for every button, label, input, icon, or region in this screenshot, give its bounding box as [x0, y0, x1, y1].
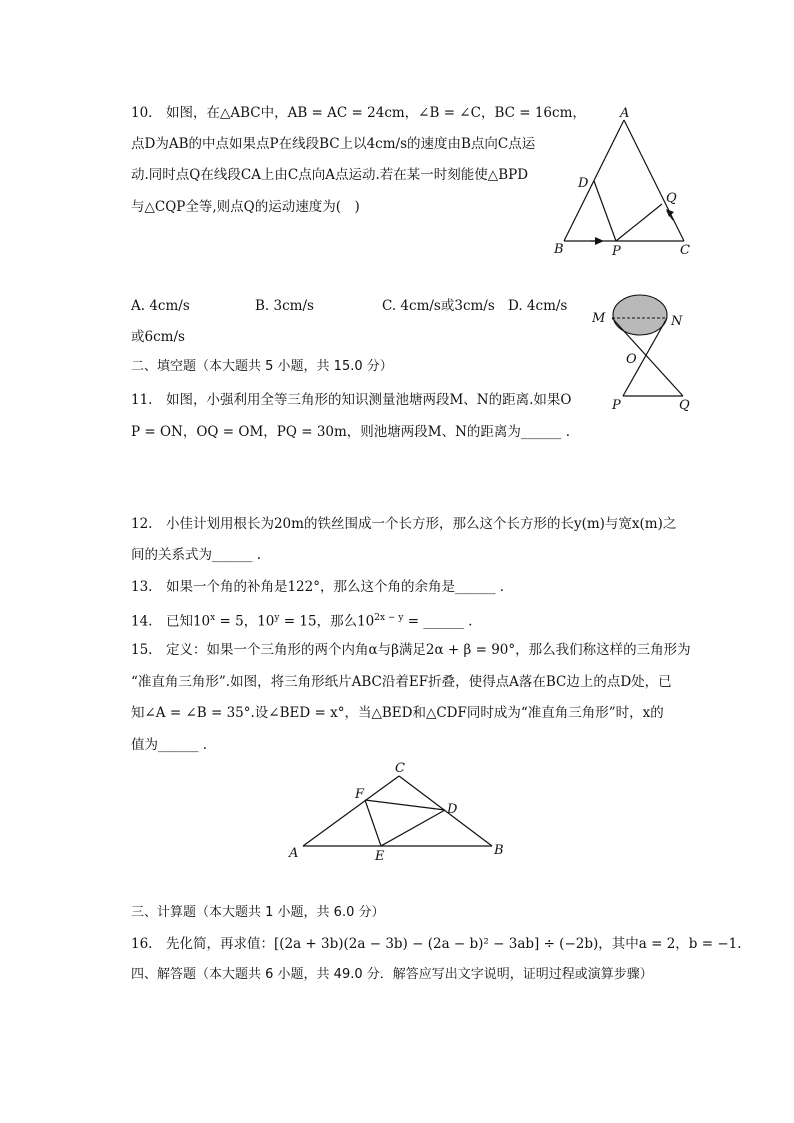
q10-label-b: B — [554, 242, 564, 257]
q15-label-c: C — [395, 761, 405, 776]
q10-arrow-bp-head — [595, 237, 604, 245]
q15-line-3: 知∠A = ∠B = 35°.设∠BED = x°，当△BED和△CDF同时成为“准直角三角形”时，x的 — [131, 705, 664, 721]
q11-label-m: M — [592, 311, 606, 326]
q10-label-q: Q — [666, 191, 677, 206]
q10-side-ab — [564, 120, 624, 241]
q12-line-1: 12. 小佳计划用根长为20m的铁丝围成一个长方形，那么这个长方形的长y(m)与宽x(m)之 — [131, 516, 677, 532]
q15-label-e: E — [375, 849, 385, 864]
q14-line-1 — [131, 609, 472, 631]
q10-label-d: D — [578, 176, 589, 191]
q14-exponent-2x-y: 2x − y — [374, 613, 404, 623]
q15-label-b: B — [494, 843, 504, 858]
q10-segment-dp — [594, 181, 616, 241]
q15-segment-ed — [381, 810, 445, 846]
q15-side-bc — [399, 776, 492, 846]
section-2-heading: 二、填空题（本大题共 5 小题，共 15.0 分） — [131, 359, 393, 374]
q13-line-1: 13. 如果一个角的补角是122°，那么这个角的余角是______ . — [131, 579, 505, 595]
q11-line-2: P = ON，OQ = OM，PQ = 30m，则池塘两段M、N的距离为______ . — [131, 424, 571, 440]
q10-option-d-continued: 或6cm/s — [131, 329, 185, 345]
q14-suffix: = ______ . — [403, 613, 473, 630]
q15-fold-line-ef — [365, 800, 381, 846]
q15-fold-figure — [285, 758, 515, 868]
q10-line-1: 10. 如图，在△ABC中，AB = AC = 24cm，∠B = ∠C，BC = 16cm， — [131, 105, 586, 121]
q10-line-3: 动.同时点Q在线段CA上由C点向A点运动.若在某一时刻能使△BPD — [131, 167, 529, 183]
q14-prefix: 14. 已知10 — [131, 613, 211, 630]
q14-middle-2: = 15，那么10 — [279, 613, 375, 630]
q14-exponent-x: x — [210, 613, 216, 623]
q11-label-n: N — [671, 314, 683, 329]
q11-pond-figure — [585, 290, 700, 415]
q15-label-d: D — [447, 802, 458, 817]
q11-pond-ellipse — [613, 295, 667, 335]
q10-option-a: A. 4cm/s — [131, 298, 190, 314]
q10-option-b: B. 3cm/s — [255, 298, 314, 314]
q14-exponent-y: y — [274, 613, 280, 623]
q10-option-d: D. 4cm/s — [508, 298, 568, 314]
q10-label-p: P — [612, 244, 621, 259]
q10-triangle-figure — [550, 100, 700, 260]
q10-segment-pq — [616, 204, 662, 241]
q11-label-o: O — [626, 352, 637, 367]
q10-line-4: 与△CQP全等,则点Q的运动速度为( ) — [131, 199, 360, 215]
q14-middle: = 5，10 — [215, 613, 275, 630]
q10-arrow-cq-head — [666, 209, 674, 217]
q10-label-a: A — [620, 106, 630, 121]
q15-line-4: 值为______ . — [131, 737, 208, 753]
q12-line-2: 间的关系式为______ . — [131, 547, 262, 563]
q11-label-p: P — [612, 398, 621, 413]
q15-label-f: F — [355, 787, 365, 802]
q16-line-1: 16. 先化简，再求值：[(2a + 3b)(2a − 3b) − (2a − b)² − 3ab] ÷ (−2b)，其中a = 2，b = −1. — [131, 936, 742, 952]
q10-side-ac — [624, 120, 684, 241]
q10-label-c: C — [680, 243, 690, 258]
q10-option-c: C. 4cm/s或3cm/s — [382, 298, 495, 314]
q15-label-a: A — [289, 846, 299, 861]
q15-side-ac — [303, 776, 399, 846]
q10-line-2: 点D为AB的中点如果点P在线段BC上以4cm/s的速度由B点向C点运 — [131, 136, 536, 152]
q15-line-1: 15. 定义：如果一个三角形的两个内角α与β满足2α + β = 90°，那么我们称这样的三角形为 — [131, 642, 691, 658]
q11-line-1: 11. 如图，小强利用全等三角形的知识测量池塘两段M、N的距离.如果O — [131, 392, 572, 408]
q11-label-q: Q — [679, 398, 690, 413]
section-4-heading: 四、解答题（本大题共 6 小题，共 49.0 分．解答应写出文字说明，证明过程或演算步骤） — [131, 967, 653, 982]
section-3-heading: 三、计算题（本大题共 1 小题，共 6.0 分） — [131, 905, 385, 920]
q15-line-2: “准直角三角形”.如图，将三角形纸片ABC沿着EF折叠，使得点A落在BC边上的点D处，已 — [131, 674, 672, 690]
